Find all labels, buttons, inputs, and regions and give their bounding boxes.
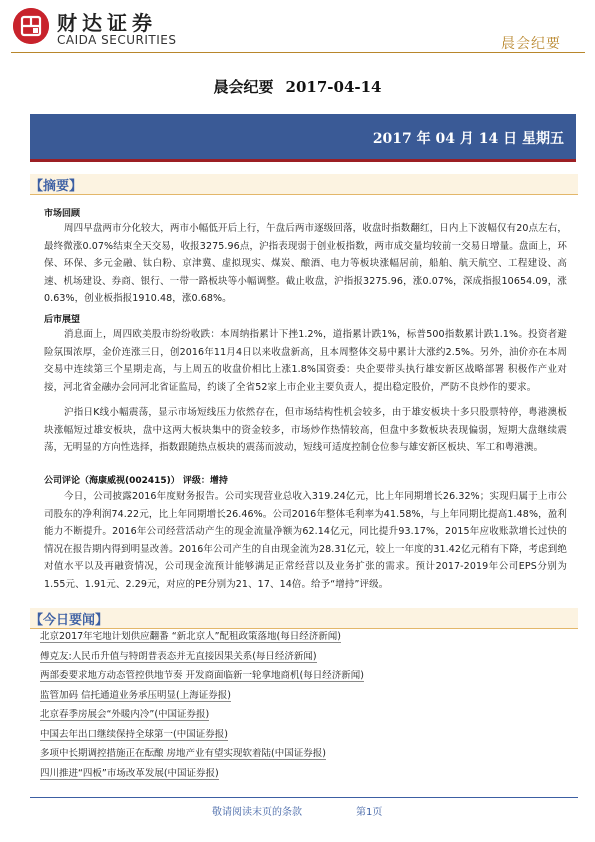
brand-name-cn: 财达证券: [57, 11, 157, 35]
news-section-heading: [30, 608, 578, 629]
disclaimer-note[interactable]: 敬请阅读末页的条款: [212, 807, 302, 818]
news-item[interactable]: [40, 690, 560, 702]
title-date: 2017-04-14: [285, 78, 382, 96]
company-review-title: 公司评论（海康威视(002415)） 评级：增持: [44, 476, 228, 486]
market-review-paragraph: 周四早盘两市分化较大，两市小幅低开后上行，午盘后两市逐级回落，收盘时指数翻红，日内上下波幅仅有20点左右，最终微涨0.07%结束全天交易，收报3275.96点，沪指表现弱于创业板指数，两市成交量均较前一交易日增量。盘面上，环保、环保、多元金融、钛白粉、京津冀、虚拟现实、煤炭、酿酒、电力等板块涨幅居前，船舶、航天航空、工程建设、高速、机场建设、券商、银行、一带一路板块等小幅调整。截止收盘，沪指报3275.96，涨0.07%，深成指报10654.09，涨0.63%，创业板指报1910.48，涨0.68%。: [44, 223, 567, 305]
summary-section-heading: [30, 174, 578, 195]
news-item-link[interactable]: 两部委要求地方动态管控供地节奏 开发商面临新一轮拿地商机(每日经济新闻): [40, 670, 364, 681]
company-review-paragraph: 今日，公司披露2016年度财务报告。公司实现营业总收入319.24亿元，比上年同期增长26.32%；实现归属于上市公司股东的净利润74.22元，比上年同期增长26.46%。公司2016年整体毛利率为41.58%，与上年同期比提高1.48%，盈利能力不断提升。2016年公司经营活动产生的现金流量净额为62.14亿元，同比提升93.17%，2015年应收账款增长过快的情况在报告期内得到明显改善。2016年公司产生的自由现金流为28.31亿元，较上一年度的31.42亿元稍有下降，考虑到绝对值水平以及再融资情况，公司现金流预计能够满足正常经营以及业务扩张的需求。预计2017-2019年公司EPS分别为1.55元、1.91元、2.29元，对应的PE分别为21、17、14倍。给予“增持”评级。: [44, 491, 567, 590]
brand-name-en: CAIDA SECURITIES: [57, 33, 177, 47]
market-review-title: 市场回顾: [44, 209, 81, 219]
news-item-link[interactable]: 北京2017年宅地计划供应翻番 “新北京人”配租政策落地(每日经济新闻): [40, 631, 341, 642]
news-item[interactable]: [40, 768, 560, 780]
header-divider: [11, 52, 585, 53]
footer-divider: [30, 797, 578, 798]
news-item-link[interactable]: 北京春季房展会“外暖内冷”(中国证券报): [40, 709, 210, 720]
news-item[interactable]: [40, 651, 560, 663]
date-banner-text: 2017 年 04 月 14 日 星期五: [372, 131, 564, 147]
news-item-link[interactable]: 监管加码 信托通道业务承压明显(上海证券报): [40, 689, 231, 701]
news-item[interactable]: [40, 748, 560, 760]
summary-heading-text: 【摘要】: [30, 179, 83, 194]
market-outlook-paragraph-1: 消息面上，周四欧美股市纷纷收跌：本周纳指累计下挫1.2%，道指累计跌1%，标普500指数累计跌1.1%。投资者避险氛围浓厚，金价连涨三日，创2016年11月4日以来收盘新高，且本周整体交易中累计大涨约2.5%。另外，油价亦在本周交易中连续第三个星期走高，与上周五的收盘价相比上涨1.8%国资委：央企要带头执行雄安新区战略部署 积极作产业对接，河北省金融办会同河北省证监局，约谈了全省52家上市企业主要负责人，提出稳定股价，严防不良炒作的要求。: [44, 329, 567, 393]
market-outlook-title: 后市展望: [44, 315, 81, 325]
news-item-link[interactable]: 四川推进“四板”市场改革发展(中国证券报): [40, 767, 219, 779]
market-outlook-paragraph-2: 沪指日K线小幅震荡，显示市场短线压力依然存在，但市场结构性机会较多，由于雄安板块十多只股票特停，粤港澳板块涨幅短过雄安板块，盘中这两大板块集中的资金较多，市场炒作热情较高，但盘中多数板块表现偏弱，短期大盘继续震荡，无明显的方向性选择，指数跟随热点板块的震荡而波动，短线可适度控制仓位参与雄安新区板块、军工和粤港澳。: [44, 407, 567, 454]
news-heading-text: 【今日要闻】: [30, 613, 109, 628]
report-type-tag: 晨会纪要: [501, 36, 561, 52]
news-item[interactable]: [40, 670, 560, 682]
page-number: 第1页: [356, 807, 383, 818]
news-item[interactable]: [40, 729, 560, 741]
news-list: [40, 631, 560, 787]
date-banner: [30, 114, 576, 162]
caida-logo-icon: [13, 8, 49, 44]
news-item-link[interactable]: 傅克友:人民币升值与特朗普表态并无直接因果关系(每日经济新闻): [40, 650, 317, 662]
news-item[interactable]: [40, 709, 560, 721]
news-item-link[interactable]: 中国去年出口继续保持全球第一(中国证券报): [40, 728, 228, 740]
title-name: 晨会纪要: [213, 78, 274, 96]
news-item-link[interactable]: 多项中长期调控措施正在酝酿 房地产业有望实现软着陆(中国证券报): [40, 748, 326, 759]
document-title: [0, 76, 595, 97]
news-item[interactable]: [40, 631, 560, 643]
